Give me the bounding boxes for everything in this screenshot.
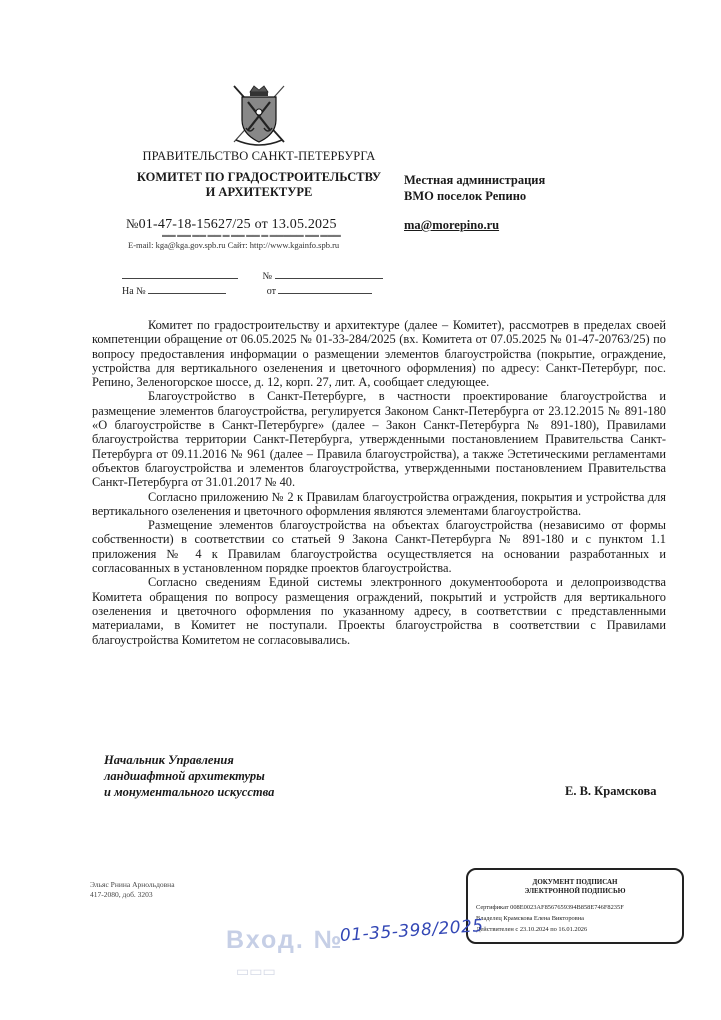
electronic-signature-stamp bbox=[466, 868, 684, 944]
reference-row-1 bbox=[122, 268, 383, 282]
reference-blank-line bbox=[278, 283, 372, 294]
body-paragraph-5: Согласно сведениям Единой системы электронного документооборота и делопроизводства Комитета обращения по вопросу размещения ограждений, покрытий и устройств для вертикального озеленения и цветочного оформления по указанному адресу, в соответствии с представленными материалами, в Комитет не поступали. Проекты благоустройства в соответствии с Правилами благоустройства Комитетом не согласовывались. bbox=[92, 575, 666, 647]
outgoing-date: 13.05.2025 bbox=[271, 217, 337, 232]
outgoing-number: 01-47-18-15627/25 bbox=[138, 217, 251, 232]
faint-stamp-mark: ▭▭▭ bbox=[236, 965, 276, 980]
government-name: ПРАВИТЕЛЬСТВО САНКТ-ПЕТЕРБУРГА bbox=[142, 149, 376, 163]
stamp-certificate: Сертификат 008E0023AF8567659394B858E746F8235F bbox=[476, 904, 624, 911]
addressee-line1: Местная администрация bbox=[404, 173, 546, 187]
stamp-heading-line1: ДОКУМЕНТ ПОДПИСАН bbox=[532, 878, 618, 886]
committee-name bbox=[118, 170, 400, 200]
contacts-line: E-mail: kga@kga.gov.spb.ru Сайт: http://www.kgainfo.spb.ru bbox=[128, 240, 340, 250]
committee-name-line1: КОМИТЕТ ПО ГРАДОСТРОИТЕЛЬСТВУ bbox=[136, 170, 382, 184]
stamp-validity: Действителен с 23.10.2024 по 16.01.2026 bbox=[476, 926, 588, 933]
outgoing-number-label: № bbox=[126, 216, 139, 231]
addressee-line2: ВМО поселок Репино bbox=[404, 189, 527, 203]
reference-ot-label: от bbox=[266, 286, 276, 297]
coat-of-arms-icon bbox=[228, 82, 290, 148]
incoming-handwritten-number: 01-35-398/2025 bbox=[339, 915, 485, 946]
executor-name: Эльяс Рнина Арнольдовна bbox=[90, 880, 175, 889]
outgoing-from-label: от bbox=[254, 217, 268, 232]
signatory-title-line3: и монументального искусства bbox=[104, 785, 275, 799]
stamp-owner: Владелец Крамскова Елена Викторовна bbox=[476, 915, 584, 922]
signatory-title-line2: ландшафтной архитектуры bbox=[104, 769, 265, 783]
signatory-name: Е. В. Крамскова bbox=[565, 784, 657, 798]
executor-info bbox=[90, 880, 175, 900]
reference-row-2 bbox=[122, 283, 372, 297]
reference-blank-line bbox=[275, 268, 383, 279]
letter-body bbox=[92, 318, 666, 647]
reference-blank-line bbox=[122, 268, 238, 279]
stamp-heading-line2: ЭЛЕКТРОННОЙ ПОДПИСЬЮ bbox=[524, 887, 626, 895]
executor-phone: 417-2080, доб. 3203 bbox=[90, 890, 153, 899]
body-paragraph-2: Благоустройство в Санкт-Петербурге, в частности проектирование благоустройства и размещение элементов благоустройства, регулируется Законом Санкт-Петербурга от 23.12.2015 № 891-180 «О благоустройстве в Санкт-Петербурге» (далее – Закон Санкт-Петербурга № 891-180), Правилами благоустройства территории Санкт-Петербурга, утвержденными постановлением Правительства Санкт-Петербурга от 09.11.2016 № 961 (далее – Правила благоустройства), а также Эстетическими регламентами объектов благоустройства и элементов благоустройства, утвержденными постановлением Правительства Санкт-Петербурга от 31.01.2017 № 40. bbox=[92, 389, 666, 490]
body-paragraph-3: Согласно приложению № 2 к Правилам благоустройства ограждения, покрытия и устройства для вертикального озеленения и цветочного оформления являются элементами благоустройства. bbox=[92, 489, 666, 518]
reference-na-label: На № bbox=[122, 286, 146, 297]
committee-name-line2: И АРХИТЕКТУРЕ bbox=[205, 185, 313, 199]
signatory-title-line1: Начальник Управления bbox=[104, 753, 234, 767]
body-paragraph-1: Комитет по градостроительству и архитектуре (далее – Комитет), рассмотрев в пределах своей компетенции обращение от 06.05.2025 № 01-33-284/2025 (вх. Комитета от 07.05.2025 № 01-47-20763/25) по вопросу предоставления информации о размещении элементов благоустройства (покрытие, ограждение, устройства для вертикального озеленения и цветочного оформления) по адресу: Санкт-Петербург, пос. Репино, Зеленогорское шоссе, д. 12, корп. 27, лит. А, сообщает следующее. bbox=[92, 318, 666, 390]
addressee bbox=[404, 172, 624, 204]
body-paragraph-4: Размещение элементов благоустройства на объектах благоустройства (независимо от формы собственности) в соответствии со статьей 9 Закона Санкт-Петербурга № 891-180 и с пунктом 1.1 приложения № 4 к Правилам благоустройства осуществляется на основании разработанных и согласованных в установленном порядке проектов благоустройства. bbox=[92, 518, 666, 576]
signatory-title bbox=[104, 752, 274, 800]
incoming-stamp-label: Вход. № bbox=[226, 926, 344, 954]
addressee-email: ma@morepino.ru bbox=[404, 218, 500, 232]
reference-blank-line bbox=[148, 283, 226, 294]
reference-number-symbol: № bbox=[262, 271, 273, 282]
blurred-address-line: ▬▬ ▬▬ ▬▬ ▬▬ ▬ ▬▬ ▬▬ ▬ ▬▬▬▬▬ ▬▬ ▬▬▬ bbox=[162, 231, 341, 239]
